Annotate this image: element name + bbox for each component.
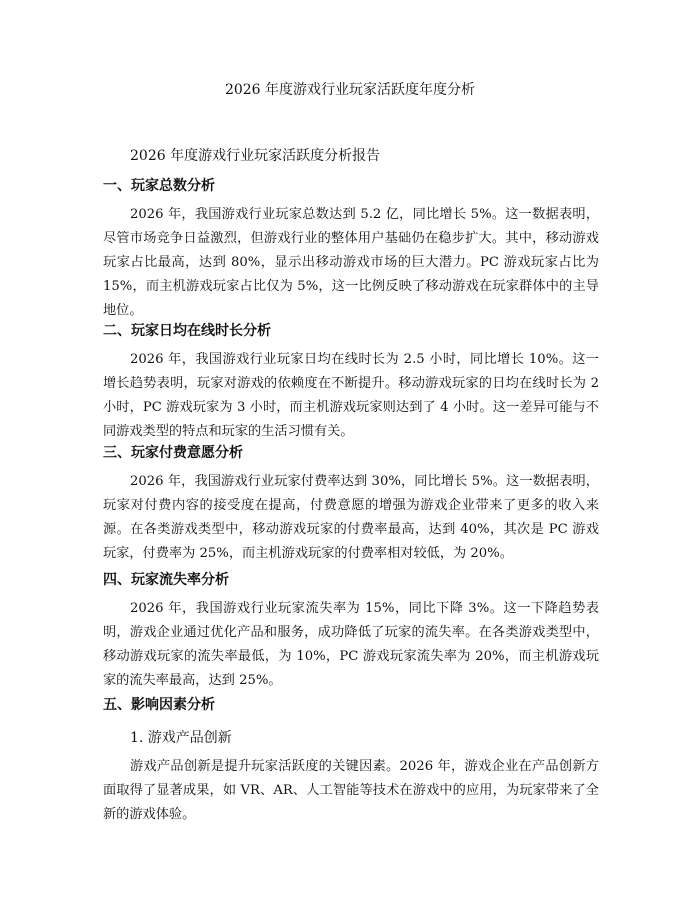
section-paragraph-factors: 游戏产品创新是提升玩家活跃度的关键因素。2026 年，游戏企业在产品创新方面取得了显著成果，如 VR、AR、人工智能等技术在游戏中的应用，为玩家带来了全新的游戏体验。 [103,759,599,822]
section-heading-online-time: 二、玩家日均在线时长分析 [103,323,271,339]
section-heading-factors: 五、影响因素分析 [103,697,215,713]
section-paragraph-payment: 2026 年，我国游戏行业玩家付费率达到 30%，同比增长 5%。这一数据表明，玩家对付费内容的接受度在提高，付费意愿的增强为游戏企业带来了更多的收入来源。在各类游戏类型中，移动游戏玩家的付费率最高，达到 40%，其次是 PC 游戏玩家，付费率为 25%，而主机游戏玩家的付费率相对较低，为 20%。 [103,474,599,561]
section-heading-churn: 四、玩家流失率分析 [103,572,229,588]
section-heading-player-count: 一、玩家总数分析 [103,178,215,194]
section-paragraph-online-time: 2026 年，我国游戏行业玩家日均在线时长为 2.5 小时，同比增长 10%。这一增长趋势表明，玩家对游戏的依赖度在不断提升。移动游戏玩家的日均在线时长为 2 小时，PC 游戏玩家为 3 小时，而主机游戏玩家则达到了 4 小时。这一差异可能与不同游戏类型的特点和玩家的生活习惯有关。 [103,352,599,439]
section-paragraph-player-count: 2026 年，我国游戏行业玩家总数达到 5.2 亿，同比增长 5%。这一数据表明，尽管市场竞争日益激烈，但游戏行业的整体用户基础仍在稳步扩大。其中，移动游戏玩家占比最高，达到 80%，显示出移动游戏市场的巨大潜力。PC 游戏玩家占比为 15%，而主机游戏玩家占比仅为 5%，这一比例反映了移动游戏在玩家群体中的主导地位。 [103,207,599,318]
list-item-product-innovation: 1. 游戏产品创新 [130,730,232,746]
section-heading-payment: 三、玩家付费意愿分析 [103,445,243,461]
document-title: 2026 年度游戏行业玩家活跃度年度分析 [224,82,476,98]
report-subtitle: 2026 年度游戏行业玩家活跃度分析报告 [130,148,381,164]
section-paragraph-churn: 2026 年，我国游戏行业玩家流失率为 15%，同比下降 3%。这一下降趋势表明，游戏企业通过优化产品和服务，成功降低了玩家的流失率。在各类游戏类型中，移动游戏玩家的流失率最低，为 10%，PC 游戏玩家流失率为 20%，而主机游戏玩家的流失率最高，达到 25%。 [103,601,599,688]
